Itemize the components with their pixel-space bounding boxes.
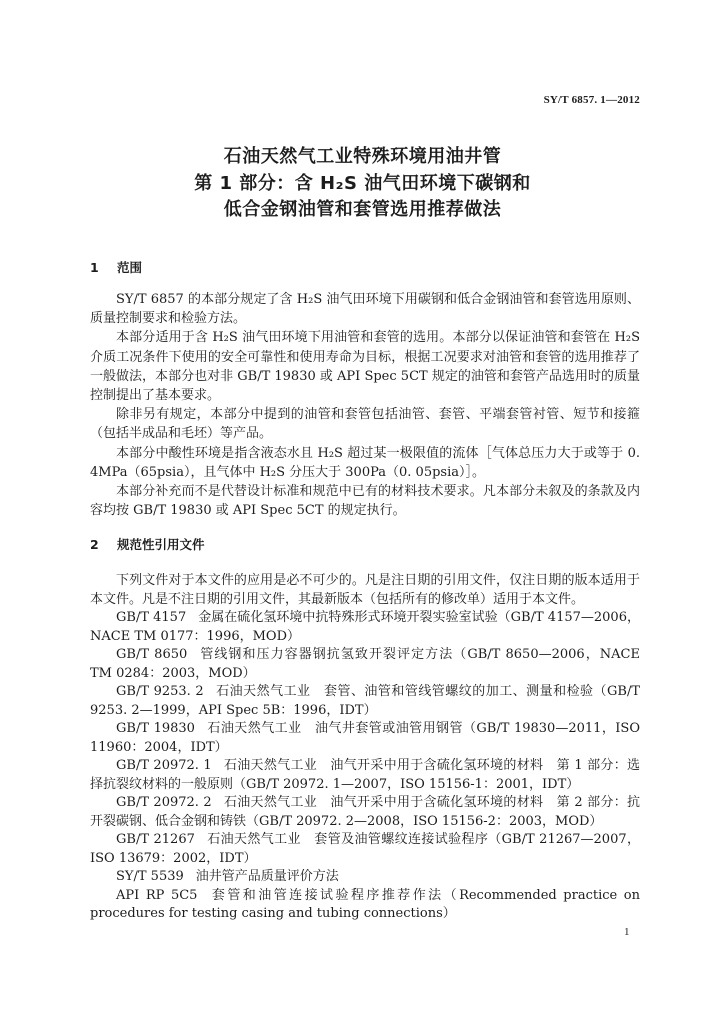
reference-title: 石油天然气工业 油气开采中用于含硫化氢环境的材料 第 1 部分：选择抗裂纹材料的一般原则（GB/T 20972. 1—2007，ISO 15156-1：2001，IDT） xyxy=(90,758,641,792)
section-title: 范围 xyxy=(117,260,143,275)
paragraph: 本部分补充而不是代替设计标准和规范中已有的材料技术要求。凡本部分未叙及的条款及内容均按 GB/T 19830 或 API Spec 5CT 的规定执行。 xyxy=(90,484,640,519)
reference-entry xyxy=(90,609,640,646)
section-number: 2 xyxy=(90,537,99,552)
reference-code: API RP 5C5 xyxy=(116,887,198,903)
section-scope xyxy=(90,258,640,520)
section-heading xyxy=(90,258,640,277)
reference-title: 石油天然气工业 套管、油管和管线管螺纹的加工、测量和检验（GB/T 9253. 2—1999，API Spec 5B：1996，IDT） xyxy=(90,684,640,718)
reference-title: 金属在硫化氢环境中抗特殊形式环境开裂实验室试验（GB/T 4157—2006，NACE TM 0177：1996，MOD） xyxy=(90,610,640,644)
reference-code: GB/T 8650 xyxy=(116,647,188,662)
reference-title: 油井管产品质量评价方法 xyxy=(195,869,339,884)
paragraph: SY/T 6857 的本部分规定了含 H₂S 油气田环境下用碳钢和低合金钢油管和套管选用原则、质量控制要求和检验方法。 xyxy=(90,292,640,327)
reference-entry xyxy=(90,831,640,868)
reference-title: 管线钢和压力容器钢抗氢致开裂评定方法（GB/T 8650—2006，NACE TM 0284：2003，MOD） xyxy=(90,647,640,681)
reference-entry xyxy=(90,720,640,757)
reference-code: GB/T 19830 xyxy=(116,721,195,736)
title-line: 第 1 部分：含 H₂S 油气田环境下碳钢和 xyxy=(194,172,531,194)
reference-title: 套管和油管连接试验程序推荐作法（Recommended practice on procedures for testing casing and tubing connections） xyxy=(90,887,640,921)
title-line: 石油天然气工业特殊环境用油井管 xyxy=(223,146,502,167)
section-heading xyxy=(90,535,640,554)
section-number: 1 xyxy=(90,260,99,275)
reference-entry xyxy=(90,646,640,683)
reference-code: GB/T 20972. 1 xyxy=(116,758,212,773)
reference-code: SY/T 5539 xyxy=(116,869,184,884)
section-normative-references xyxy=(90,535,640,924)
reference-title: 石油天然气工业 套管及油管螺纹连接试验程序（GB/T 21267—2007，ISO 13679：2002，IDT） xyxy=(90,832,640,866)
reference-title: 石油天然气工业 油气开采中用于含硫化氢环境的材料 第 2 部分：抗开裂碳钢、低合金钢和铸铁（GB/T 20972. 2—2008，ISO 15156-2：2003，MOD） xyxy=(90,795,641,829)
document-title xyxy=(60,144,665,224)
reference-code: GB/T 20972. 2 xyxy=(116,795,212,810)
section-title: 规范性引用文件 xyxy=(117,537,205,552)
reference-code: GB/T 21267 xyxy=(116,832,195,847)
reference-entry xyxy=(90,683,640,720)
reference-code: GB/T 9253. 2 xyxy=(116,684,204,699)
paragraph: 下列文件对于本文件的应用是必不可少的。凡是注日期的引用文件，仅注日期的版本适用于本文件。凡是不注日期的引用文件，其最新版本（包括所有的修改单）适用于本文件。 xyxy=(90,573,640,607)
reference-entry xyxy=(90,794,640,831)
reference-code: GB/T 4157 xyxy=(116,610,187,625)
reference-entry xyxy=(90,757,640,794)
paragraph: 本部分适用于含 H₂S 油气田环境下用油管和套管的选用。本部分以保证油管和套管在 H₂S 介质工况条件下使用的安全可靠性和使用寿命为目标，根据工况要求对油管和套管的选用推荐了一般做法，本部分也对非 GB/T 19830 或 API Spec 5CT 规定的油管和套管产品选用时的质量控制提出了基本要求。 xyxy=(90,330,640,404)
reference-title: 石油天然气工业 油气井套管或油管用钢管（GB/T 19830—2011，ISO 11960：2004，IDT） xyxy=(90,721,640,755)
reference-entry xyxy=(90,887,640,924)
title-line: 低合金钢油管和套管选用推荐做法 xyxy=(223,199,502,220)
standard-code: SY/T 6857. 1—2012 xyxy=(543,94,640,106)
paragraph: 本部分中酸性环境是指含液态水且 H₂S 超过某一极限值的流体［气体总压力大于或等于 0. 4MPa（65psia），且气体中 H₂S 分压大于 300Pa（0. 05psia）］。 xyxy=(90,445,640,480)
reference-entry xyxy=(90,868,640,887)
page-number: 1 xyxy=(624,926,630,938)
paragraph: 除非另有规定，本部分中提到的油管和套管包括油管、套管、平端套管衬管、短节和接箍（包括半成品和毛坯）等产品。 xyxy=(90,407,640,442)
